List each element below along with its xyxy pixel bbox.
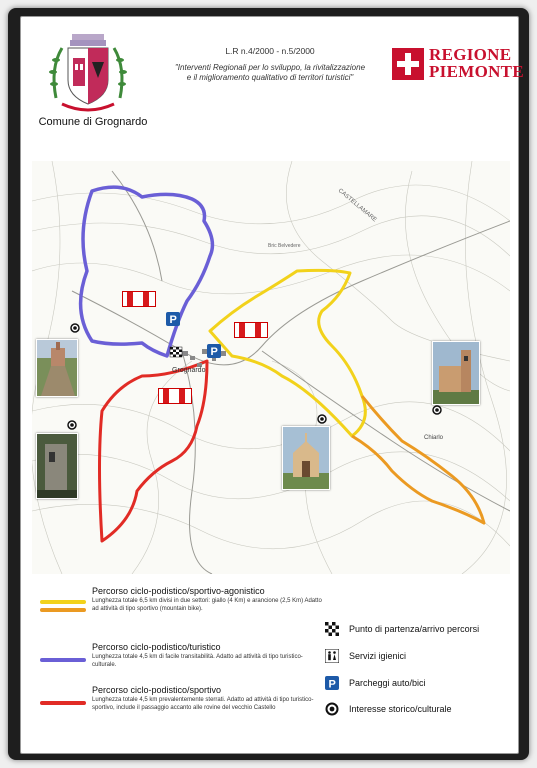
legend-symbol-label: Parcheggi auto/bici	[349, 678, 426, 688]
legend-line-red	[40, 701, 86, 705]
legend-symbol-parking	[325, 676, 525, 692]
parking-icon	[207, 344, 221, 358]
trail-marker	[234, 322, 268, 338]
legend-symbol-label: Servizi igienici	[349, 651, 407, 661]
regione-wordmark	[429, 46, 524, 80]
chapel-photo	[282, 426, 330, 490]
bell-tower-photo	[432, 341, 480, 405]
route-map	[32, 161, 510, 574]
region-line-2: PIEMONTE	[429, 62, 524, 81]
legend-line-yellow	[40, 600, 86, 604]
point-of-interest-icon	[325, 702, 339, 716]
point-of-interest-icon	[318, 415, 326, 423]
church-photo	[36, 339, 78, 397]
toilet-icon	[325, 649, 339, 663]
trail-marker	[158, 388, 192, 404]
legend-route-description: Lunghezza totale 4,5 km di facile transitabilità. Adatto ad attività di tipo turistico-culturale.	[92, 654, 303, 668]
law-reference: L.R n.4/2000 - n.5/2000	[225, 46, 315, 56]
municipal-crest-logo	[48, 28, 128, 114]
point-of-interest-icon	[71, 324, 79, 332]
checkered-flag-icon	[325, 622, 339, 636]
map-label-grognardo: Grognardo	[172, 367, 206, 374]
legend	[40, 580, 500, 740]
legend-symbol-toilets	[325, 649, 525, 665]
parking-icon	[166, 312, 180, 326]
legend-symbol-start	[325, 622, 525, 638]
region-line-1: REGIONE	[429, 45, 512, 64]
point-of-interest-icon	[68, 421, 76, 429]
map-label-bric-belvedere: Bric Belvedere	[268, 243, 301, 249]
legend-route-title: Percorso ciclo-podistico/turistico	[92, 642, 221, 652]
castle-ruins-photo	[36, 433, 78, 499]
regione-piemonte-logo	[392, 45, 524, 86]
subtitle-line-1: "Interventi Regionali per lo sviluppo, la rivitalizzazione	[174, 63, 366, 72]
legend-route-agonistico	[40, 586, 320, 634]
map-label-chiarlo: Chiarlo	[424, 435, 444, 441]
trail-marker	[122, 291, 156, 307]
legend-symbol-label: Interesse storico/culturale	[349, 704, 452, 714]
svg-text:P: P	[210, 346, 218, 358]
legend-route-title: Percorso ciclo-podistico/sportivo	[92, 685, 222, 695]
regione-cross-icon	[392, 48, 424, 80]
legend-route-title: Percorso ciclo-podistico/sportivo-agonistico	[92, 586, 265, 596]
legend-symbol-label: Punto di partenza/arrivo percorsi	[349, 624, 480, 634]
legend-route-sportivo	[40, 685, 320, 733]
parking-icon	[325, 676, 339, 690]
legend-route-description: Lunghezza totale 6,5 km divisi in due settori: giallo (4 Km) e arancione (2,5 Km) Adatto ad attività di tipo sportivo (mountain bike).	[92, 598, 322, 612]
legend-symbol-interest	[325, 702, 525, 718]
legend-line-blue	[40, 658, 86, 662]
point-of-interest-icon	[433, 406, 441, 414]
municipality-name: Comune di Grognardo	[38, 116, 148, 128]
svg-text:P: P	[328, 678, 336, 690]
legend-line-orange	[40, 608, 86, 612]
checkered-flag-icon	[170, 347, 182, 357]
legend-route-turistico	[40, 642, 320, 682]
legend-route-description: Lunghezza totale 4,5 km prevalentemente sterrati. Adatto ad attività di tipo turistico-sportivo, include il passaggio accanto alle rovine del vecchio Castello	[92, 697, 314, 711]
subtitle-line-2: e il miglioramento qualitativo di territori turistici"	[186, 73, 354, 82]
map-label-castellamare: CASTELLAMARE	[336, 187, 378, 224]
svg-text:P: P	[169, 314, 177, 326]
program-subtitle	[140, 63, 400, 83]
